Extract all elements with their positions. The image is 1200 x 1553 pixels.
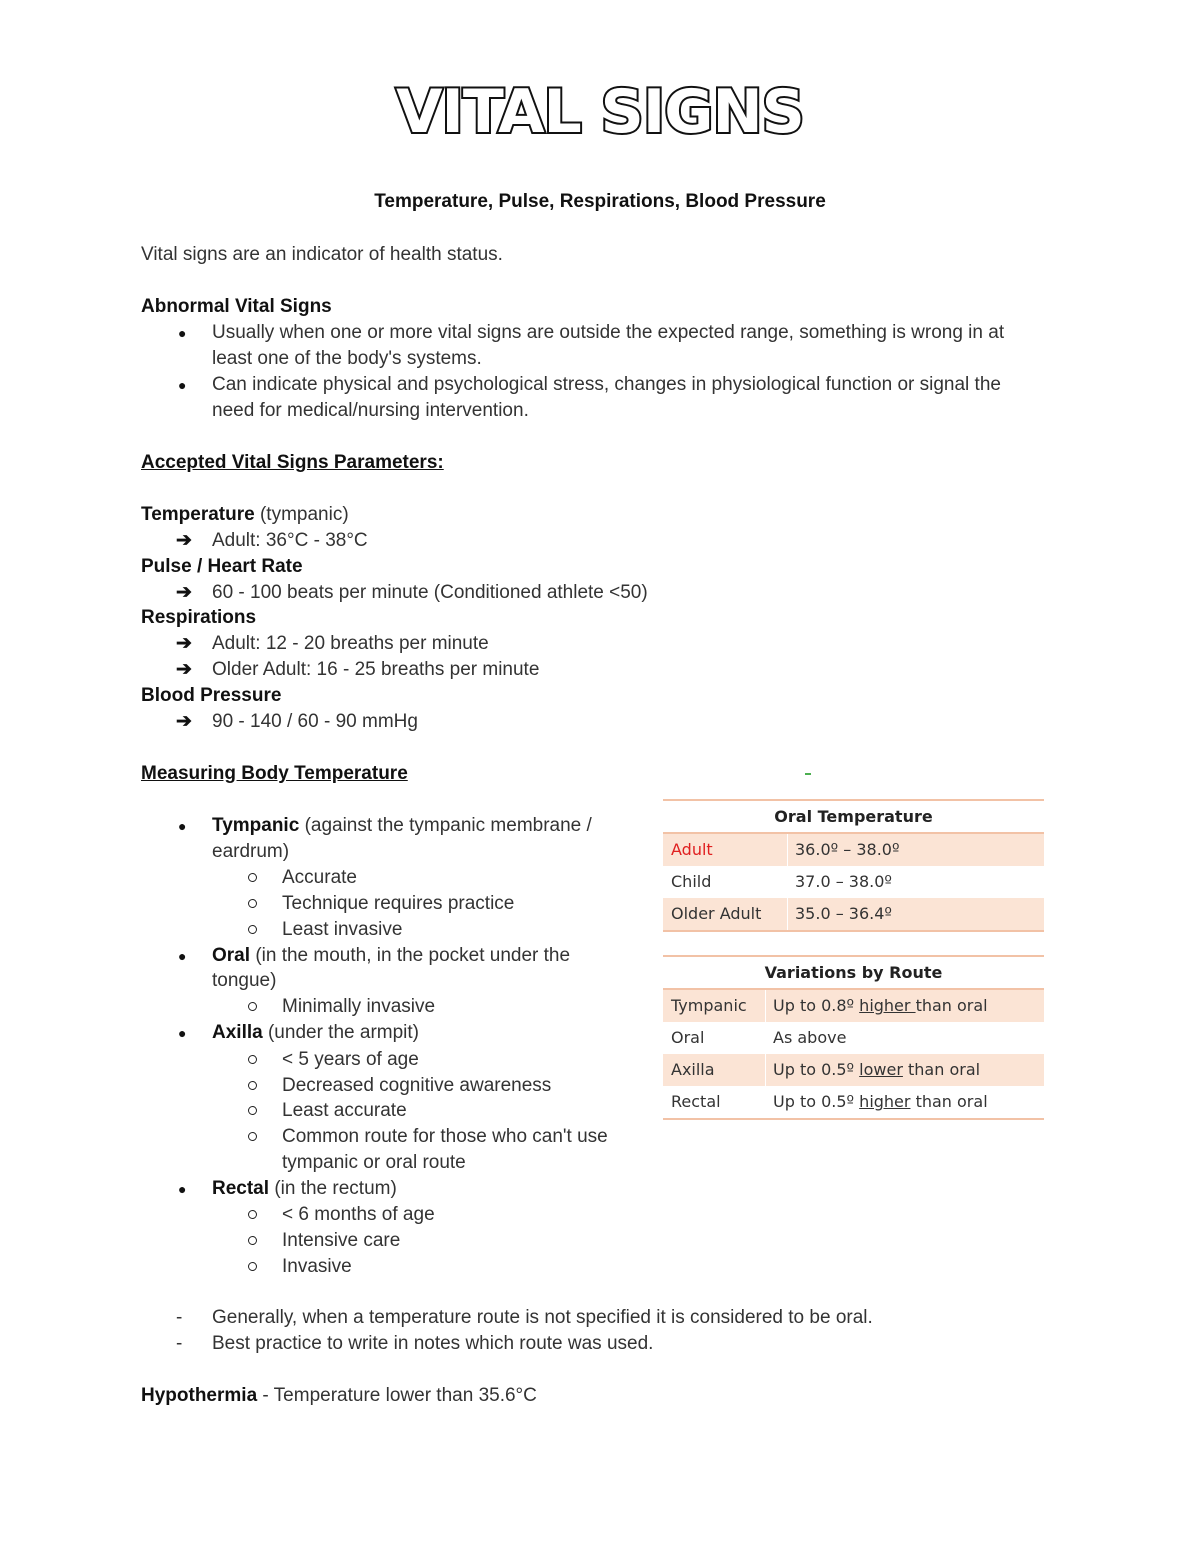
table-cell-label: Adult [671,840,713,859]
abnormal-heading: Abnormal Vital Signs [141,296,332,317]
table-cell-value: Up to 0.5º higher than oral [773,1092,988,1111]
table-cell-value: 36.0º – 38.0º [795,840,900,859]
table-row [663,990,1044,1022]
circle-bullet-icon [248,1002,257,1011]
arrow-icon: ➔ [176,530,192,551]
table-row [663,1086,1044,1120]
page-subtitle: Temperature, Pulse, Respirations, Blood Pressure [374,191,826,212]
circle-bullet-icon [248,1081,257,1090]
bullet-icon: ● [178,948,187,964]
axilla-item: < 5 years of age [282,1049,419,1070]
table-cell-label: Axilla [671,1060,715,1079]
tympanic-label: Tympanic [212,815,300,836]
pulse-value: 60 - 100 beats per minute (Conditioned athlete <50) [212,582,648,603]
table-cell-value: Up to 0.5º lower than oral [773,1060,981,1079]
table-cell-value: 35.0 – 36.4º [795,904,892,923]
blood-pressure-label: Blood Pressure [141,685,282,706]
dash-bullet: - [176,1333,183,1354]
circle-bullet-icon [248,899,257,908]
temperature-line [141,502,349,528]
arrow-icon: ➔ [176,659,192,680]
arrow-icon: ➔ [176,711,192,732]
table-cell-label: Older Adult [671,904,762,923]
table-cell-label: Rectal [671,1092,721,1111]
bullet-icon: ● [178,818,187,834]
table-row [663,1022,1044,1054]
abnormal-bullet-1-line-1: Usually when one or more vital signs are outside the expected range, something is wrong in at [212,322,1005,343]
rectal-note: (in the rectum) [274,1178,397,1199]
hypothermia-text: - Temperature lower than 35.6°C [262,1385,537,1406]
axilla-label: Axilla [212,1022,263,1043]
circle-bullet-icon [248,1210,257,1219]
axilla-item: Decreased cognitive awareness [282,1075,552,1096]
rectal-item: Invasive [282,1256,352,1277]
abnormal-bullet-2-line-1: Can indicate physical and psychological stress, changes in physiological function or signal the [212,374,1001,395]
page-title: VITAL SIGNS [396,77,804,147]
rectal-label: Rectal [212,1178,270,1199]
arrow-icon: ➔ [176,633,192,654]
tympanic-line-1 [212,813,592,839]
rectal-line [212,1176,397,1202]
hypothermia-label: Hypothermia [141,1385,258,1406]
table-cell-value: As above [773,1028,847,1047]
circle-bullet-icon [248,1262,257,1271]
oral-temperature-table [663,799,1044,932]
oral-table-header: Oral Temperature [663,799,1044,834]
measuring-heading: Measuring Body Temperature [141,763,408,784]
circle-bullet-icon [248,1132,257,1141]
tympanic-item: Accurate [282,867,357,888]
bullet-icon: ● [178,1181,187,1197]
respirations-label: Respirations [141,607,257,628]
intro-text: Vital signs are an indicator of health status. [141,244,503,265]
circle-bullet-icon [248,1106,257,1115]
note-item: Generally, when a temperature route is not specified it is considered to be oral. [212,1307,873,1328]
respirations-adult: Adult: 12 - 20 breaths per minute [212,633,489,654]
blood-pressure-value: 90 - 140 / 60 - 90 mmHg [212,711,418,732]
table-row [663,1054,1044,1086]
axilla-item-continued: tympanic or oral route [282,1152,466,1173]
tympanic-note: (against the tympanic membrane / [304,815,592,836]
oral-line-2: tongue) [212,970,277,991]
temperature-adult: Adult: 36°C - 38°C [212,530,368,551]
respirations-older-adult: Older Adult: 16 - 25 breaths per minute [212,659,540,680]
variations-by-route-table [663,955,1044,1120]
table-cell-label: Oral [671,1028,705,1047]
table-cell-label: Tympanic [671,996,747,1015]
circle-bullet-icon [248,1055,257,1064]
oral-item: Minimally invasive [282,996,436,1017]
parameters-heading: Accepted Vital Signs Parameters: [141,452,444,473]
pulse-label: Pulse / Heart Rate [141,556,303,577]
axilla-line [212,1020,419,1046]
temperature-label: Temperature [141,504,255,525]
circle-bullet-icon [248,925,257,934]
rectal-item: < 6 months of age [282,1204,435,1225]
route-table-header: Variations by Route [663,955,1044,990]
hypothermia-line [141,1383,537,1409]
green-mark [805,773,811,775]
oral-label: Oral [212,945,251,966]
dash-bullet: - [176,1307,183,1328]
axilla-item: Least accurate [282,1100,407,1121]
table-cell-label: Child [671,872,712,891]
table-cell-value: 37.0 – 38.0º [795,872,892,891]
bullet-icon: ● [178,1025,187,1041]
oral-line-1 [212,943,570,969]
bullet-icon: ● [178,377,187,393]
circle-bullet-icon [248,873,257,882]
bullet-icon: ● [178,325,187,341]
table-cell-value: Up to 0.8º higher than oral [773,996,988,1015]
temperature-note: (tympanic) [259,504,349,525]
axilla-item: Common route for those who can't use [282,1126,608,1147]
table-row [663,866,1044,898]
oral-note: (in the mouth, in the pocket under the [255,945,571,966]
axilla-note: (under the armpit) [267,1022,419,1043]
circle-bullet-icon [248,1236,257,1245]
tympanic-item: Technique requires practice [282,893,515,914]
arrow-icon: ➔ [176,582,192,603]
abnormal-bullet-1-line-2: least one of the body's systems. [212,348,482,369]
table-row [663,834,1044,866]
note-item: Best practice to write in notes which route was used. [212,1333,654,1354]
tympanic-line-2: eardrum) [212,841,290,862]
rectal-item: Intensive care [282,1230,401,1251]
table-row [663,898,1044,932]
tympanic-item: Least invasive [282,919,403,940]
abnormal-bullet-2-line-2: need for medical/nursing intervention. [212,400,529,421]
